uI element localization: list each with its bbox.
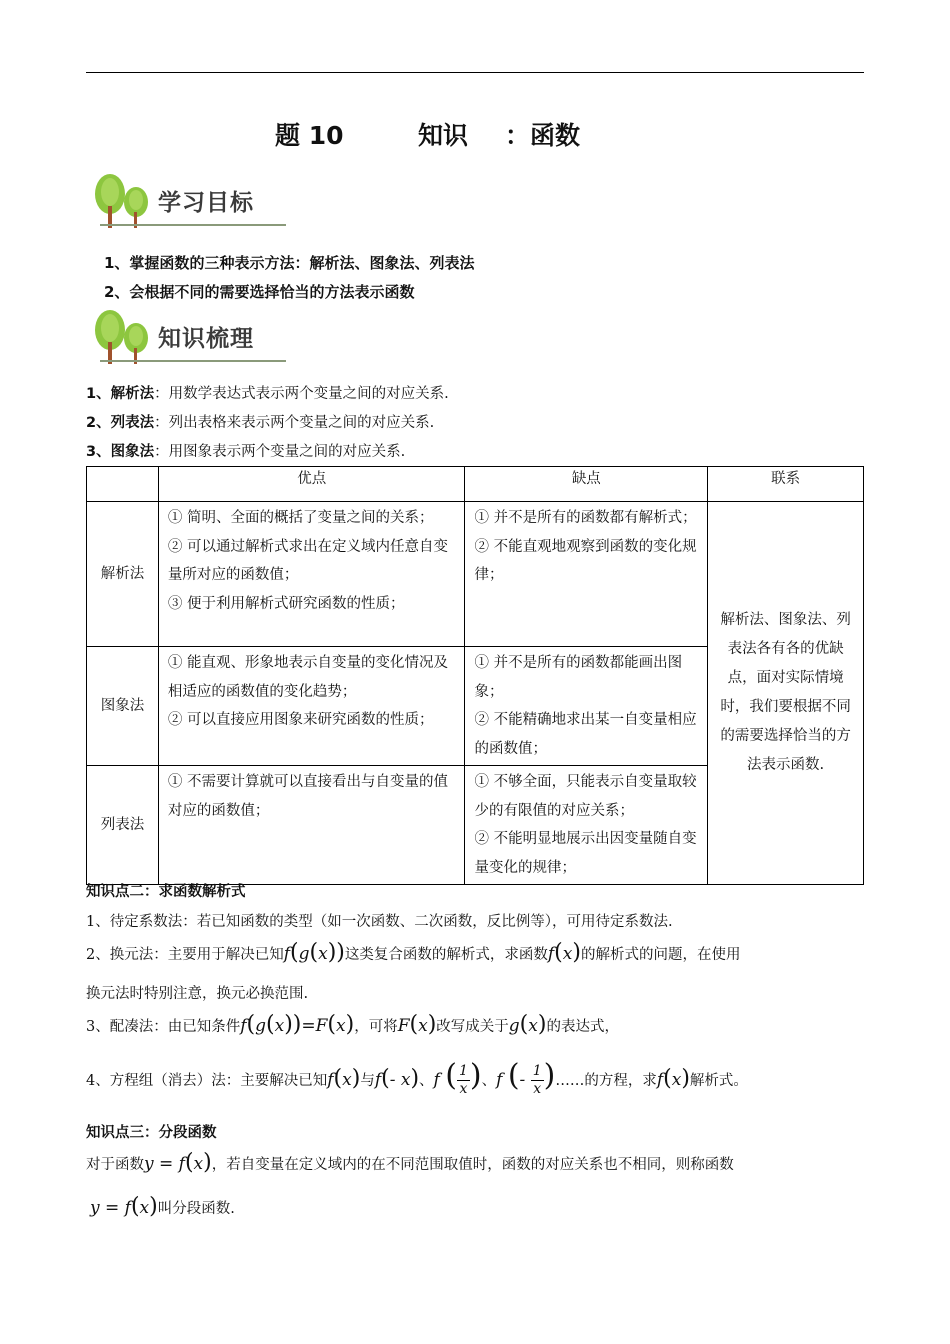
formula-f-g-x-equals-F-x: f(g(x))=F(x): [240, 1012, 355, 1037]
kp2-item2: [86, 940, 740, 965]
kp3-text-cont: [90, 1194, 235, 1219]
cons-cell: [465, 502, 708, 647]
formula-y-equals-f-x: y = f(x): [90, 1194, 158, 1219]
kp2-item1: 1、待定系数法：若已知函数的类型（如一次函数、二次函数，反比例等），可用待定系数法.: [86, 914, 673, 930]
goal-item: 1、掌握函数的三种表示方法：解析法、图象法、列表法: [104, 254, 475, 272]
table-header-cell: 缺点: [465, 467, 708, 502]
pros-item: ③ 便于利用解析式研究函数的性质；: [167, 595, 405, 612]
section-review-title: 知识梳理: [158, 326, 254, 352]
kp3-title: 知识点三：分段函数: [86, 1125, 217, 1141]
comparison-table: [86, 466, 864, 885]
pros-cell: [158, 647, 465, 766]
section-goals-title: 学习目标: [158, 190, 254, 216]
method-line: [86, 382, 449, 403]
formula-f-x: f(x): [327, 1066, 361, 1091]
header-rule: [86, 72, 864, 73]
method-text: ：用数学表达式表示两个变量之间的对应关系.: [154, 386, 449, 402]
row-method-name: 解析法: [87, 502, 159, 647]
pros-item: ① 不需要计算就可以直接看出与自变量的值对应的函数值；: [167, 774, 449, 819]
kp3-text: [86, 1150, 734, 1175]
formula-f-neg-x: f(- x): [374, 1066, 420, 1091]
text-span: 、: [419, 1073, 434, 1089]
pros-item: ① 简明、全面的概括了变量之间的关系；: [167, 510, 434, 526]
text-span: 对于函数: [86, 1157, 144, 1173]
formula-f-of-g-x: f(g(x)): [283, 940, 345, 965]
table-header-cell: 联系: [708, 467, 864, 502]
kp2-item4: [86, 1058, 748, 1098]
table-header-cell: 优点: [158, 467, 465, 502]
cons-item: ② 不能直观地观察到函数的变化规律；: [474, 538, 697, 583]
formula-f-x: f(x): [547, 940, 581, 965]
text-span: 3、配凑法：由已知条件: [86, 1019, 241, 1035]
method-label: 3、图象法: [86, 444, 155, 460]
method-label: 1、解析法: [86, 386, 155, 402]
row-method-name: 列表法: [87, 766, 159, 885]
link-cell: 解析法、图象法、列表法各有各的优缺点，面对实际情境时，我们要根据不同的需要选择恰当的方法表示函数.: [708, 502, 864, 885]
cons-item: ② 不能明显地展示出因变量随自变量变化的规律；: [474, 831, 697, 876]
text-span: 的解析式的问题，在使用: [580, 947, 741, 963]
tree-icon: [92, 308, 156, 368]
method-label: 2、列表法: [86, 415, 155, 431]
pros-cell: [158, 766, 465, 885]
tree-icon: [92, 172, 156, 232]
goal-item: 2、会根据不同的需要选择恰当的方法表示函数: [104, 283, 415, 301]
cons-item: ② 不能精确地求出某一自变量相应的函数值；: [474, 712, 697, 757]
table-row: [87, 502, 864, 647]
section-underline: [100, 224, 286, 226]
text-span: 改写成关于: [436, 1019, 509, 1035]
pros-item: ② 可以通过解析式求出在定义域内任意自变量所对应的函数值；: [167, 538, 449, 583]
method-text: ：用图象表示两个变量之间的对应关系.: [154, 444, 406, 460]
table-header-row: [87, 467, 864, 502]
text-span: 这类复合函数的解析式，求函数: [344, 947, 548, 963]
cons-item: ① 不够全面，只能表示自变量取较少的有限值的对应关系；: [474, 774, 697, 819]
method-text: ：列出表格来表示两个变量之间的对应关系.: [154, 415, 435, 431]
text-span: 叫分段函数.: [157, 1201, 235, 1217]
text-span: 与: [360, 1073, 375, 1089]
pros-item: ① 能直观、形象地表示自变量的变化情况及相适应的函数值的变化趋势；: [167, 655, 449, 700]
text-span: 2、换元法：主要用于解决已知: [86, 947, 284, 963]
kp2-title: 知识点二：求函数解析式: [86, 884, 246, 900]
section-underline: [100, 360, 286, 362]
cons-item: ① 并不是所有的函数都有解析式；: [474, 510, 697, 526]
pros-cell: [158, 502, 465, 647]
text-span: 4、方程组（消去）法：主要解决已知: [86, 1073, 328, 1089]
row-method-name: 图象法: [87, 647, 159, 766]
cons-cell: [465, 766, 708, 885]
page-title-number: 题 10: [275, 121, 344, 150]
formula-f-one-over-x: f ( $\frac{1}{x}$ ): [433, 1058, 482, 1097]
method-line: [86, 411, 434, 432]
text-span: 的表达式，: [546, 1019, 619, 1035]
pros-item: ② 可以直接应用图象来研究函数的性质；: [167, 712, 434, 728]
section-review-header: [92, 308, 292, 368]
kp2-item2-cont: 换元法时特别注意，换元必换范围.: [86, 986, 309, 1002]
method-line: [86, 440, 405, 461]
page-title-subject: ：函数: [505, 121, 581, 150]
formula-f-neg-one-over-x: f (- $\frac{1}{x}$ ): [496, 1058, 556, 1097]
text-span: 、: [481, 1073, 497, 1089]
formula-y-equals-f-x: y = f(x): [144, 1150, 212, 1175]
formula-F-x: F(x): [397, 1012, 437, 1037]
text-span: ，若自变量在定义域内的在不同范围取值时，函数的对应关系也不相同，则称函数: [211, 1157, 734, 1173]
cons-item: ① 并不是所有的函数都能画出图象；: [474, 655, 683, 700]
cons-cell: [465, 647, 708, 766]
text-span: 解析式。: [689, 1073, 748, 1089]
table-header-cell: [87, 467, 159, 502]
formula-f-x: f(x): [656, 1066, 690, 1091]
section-goals-header: [92, 172, 292, 232]
formula-g-x: g(x): [508, 1012, 547, 1037]
page-title-topic: 知识: [418, 121, 469, 150]
kp2-item3: [86, 1012, 619, 1037]
text-span: ，可将: [354, 1019, 398, 1035]
text-span: ……的方程，求: [555, 1073, 657, 1089]
